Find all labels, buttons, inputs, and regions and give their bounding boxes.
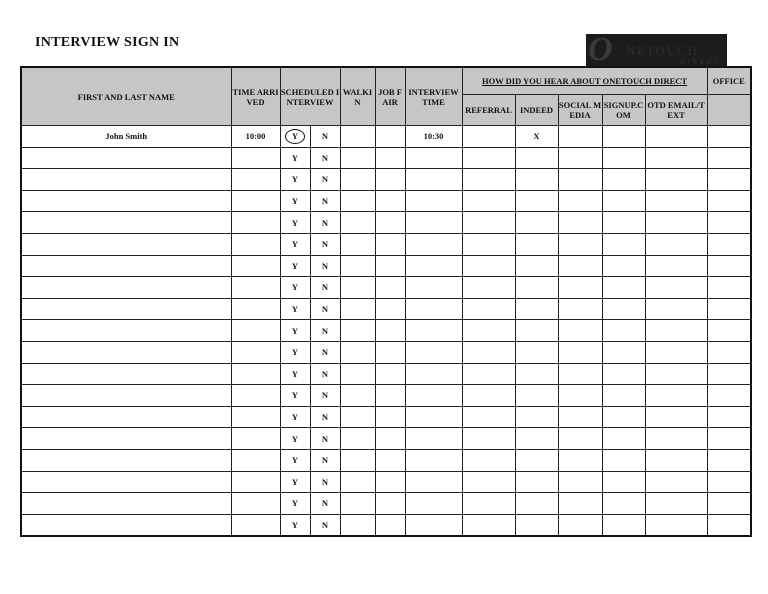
cell-otd[interactable] bbox=[645, 233, 707, 255]
cell-scheduled-yes[interactable]: Y bbox=[280, 255, 310, 277]
cell-referral[interactable] bbox=[462, 428, 515, 450]
cell-interview-time[interactable] bbox=[405, 277, 462, 299]
cell-signup[interactable] bbox=[602, 385, 645, 407]
cell-scheduled-no[interactable]: N bbox=[310, 428, 340, 450]
cell-scheduled-no[interactable]: N bbox=[310, 363, 340, 385]
cell-scheduled-yes[interactable]: Y bbox=[280, 190, 310, 212]
cell-walk-in[interactable] bbox=[340, 298, 375, 320]
cell-social-media[interactable] bbox=[558, 428, 602, 450]
header-job-fair: JOB FAIR bbox=[375, 67, 405, 126]
cell-otd[interactable] bbox=[645, 363, 707, 385]
cell-indeed[interactable] bbox=[515, 233, 558, 255]
cell-referral[interactable] bbox=[462, 169, 515, 191]
cell-indeed[interactable] bbox=[515, 385, 558, 407]
cell-office[interactable] bbox=[707, 147, 751, 169]
cell-scheduled-yes[interactable]: Y bbox=[280, 298, 310, 320]
cell-office[interactable] bbox=[707, 341, 751, 363]
cell-name[interactable] bbox=[21, 190, 231, 212]
cell-walk-in[interactable] bbox=[340, 212, 375, 234]
cell-name[interactable] bbox=[21, 169, 231, 191]
cell-time-arrived[interactable] bbox=[231, 385, 280, 407]
cell-social-media[interactable] bbox=[558, 471, 602, 493]
cell-social-media[interactable] bbox=[558, 514, 602, 536]
cell-scheduled-no[interactable]: N bbox=[310, 212, 340, 234]
cell-office[interactable] bbox=[707, 255, 751, 277]
cell-otd[interactable] bbox=[645, 449, 707, 471]
cell-referral[interactable] bbox=[462, 385, 515, 407]
cell-referral[interactable] bbox=[462, 212, 515, 234]
cell-job-fair[interactable] bbox=[375, 471, 405, 493]
cell-social-media[interactable] bbox=[558, 493, 602, 515]
cell-office[interactable] bbox=[707, 514, 751, 536]
cell-time-arrived[interactable] bbox=[231, 298, 280, 320]
cell-social-media[interactable] bbox=[558, 147, 602, 169]
cell-time-arrived[interactable] bbox=[231, 449, 280, 471]
cell-interview-time[interactable] bbox=[405, 514, 462, 536]
cell-scheduled-no[interactable]: N bbox=[310, 320, 340, 342]
cell-referral[interactable] bbox=[462, 320, 515, 342]
cell-office[interactable] bbox=[707, 169, 751, 191]
cell-signup[interactable] bbox=[602, 341, 645, 363]
cell-otd[interactable] bbox=[645, 147, 707, 169]
cell-walk-in[interactable] bbox=[340, 493, 375, 515]
cell-scheduled-yes[interactable]: Y bbox=[280, 212, 310, 234]
cell-office[interactable] bbox=[707, 233, 751, 255]
cell-office[interactable] bbox=[707, 363, 751, 385]
cell-otd[interactable] bbox=[645, 514, 707, 536]
cell-indeed[interactable] bbox=[515, 169, 558, 191]
header-time-arrived: TIME ARRIVED bbox=[231, 67, 280, 126]
cell-signup[interactable] bbox=[602, 147, 645, 169]
cell-job-fair[interactable] bbox=[375, 449, 405, 471]
cell-time-arrived[interactable] bbox=[231, 147, 280, 169]
table-row bbox=[21, 428, 751, 450]
table-row bbox=[21, 449, 751, 471]
cell-scheduled-yes[interactable]: Y bbox=[280, 385, 310, 407]
cell-referral[interactable] bbox=[462, 126, 515, 148]
cell-scheduled-no[interactable]: N bbox=[310, 169, 340, 191]
cell-signup[interactable] bbox=[602, 233, 645, 255]
cell-interview-time[interactable] bbox=[405, 341, 462, 363]
cell-referral[interactable] bbox=[462, 449, 515, 471]
cell-scheduled-no[interactable]: N bbox=[310, 147, 340, 169]
header-name: FIRST AND LAST NAME bbox=[21, 67, 231, 126]
cell-social-media[interactable] bbox=[558, 298, 602, 320]
cell-name[interactable] bbox=[21, 341, 231, 363]
cell-social-media[interactable] bbox=[558, 385, 602, 407]
cell-time-arrived[interactable] bbox=[231, 255, 280, 277]
cell-social-media[interactable] bbox=[558, 320, 602, 342]
cell-indeed[interactable] bbox=[515, 493, 558, 515]
cell-social-media[interactable] bbox=[558, 449, 602, 471]
table-row bbox=[21, 320, 751, 342]
cell-otd[interactable] bbox=[645, 298, 707, 320]
cell-scheduled-yes[interactable]: Y bbox=[280, 363, 310, 385]
cell-otd[interactable] bbox=[645, 126, 707, 148]
cell-social-media[interactable] bbox=[558, 255, 602, 277]
cell-referral[interactable] bbox=[462, 298, 515, 320]
cell-signup[interactable] bbox=[602, 169, 645, 191]
cell-walk-in[interactable] bbox=[340, 341, 375, 363]
cell-otd[interactable] bbox=[645, 190, 707, 212]
cell-walk-in[interactable] bbox=[340, 471, 375, 493]
cell-interview-time[interactable] bbox=[405, 298, 462, 320]
page-title: INTERVIEW SIGN IN bbox=[35, 35, 180, 50]
cell-indeed[interactable] bbox=[515, 471, 558, 493]
cell-name[interactable] bbox=[21, 471, 231, 493]
cell-social-media[interactable] bbox=[558, 190, 602, 212]
cell-office[interactable] bbox=[707, 385, 751, 407]
cell-job-fair[interactable] bbox=[375, 190, 405, 212]
table-row bbox=[21, 255, 751, 277]
cell-scheduled-no[interactable]: N bbox=[310, 449, 340, 471]
header-office-blank bbox=[707, 95, 751, 126]
cell-indeed[interactable] bbox=[515, 255, 558, 277]
cell-interview-time[interactable] bbox=[405, 428, 462, 450]
cell-walk-in[interactable] bbox=[340, 190, 375, 212]
cell-scheduled-no[interactable]: N bbox=[310, 277, 340, 299]
cell-job-fair[interactable] bbox=[375, 406, 405, 428]
cell-office[interactable] bbox=[707, 428, 751, 450]
cell-otd[interactable] bbox=[645, 493, 707, 515]
cell-signup[interactable] bbox=[602, 428, 645, 450]
cell-name[interactable] bbox=[21, 233, 231, 255]
header-interview-time: INTERVIEW TIME bbox=[405, 67, 462, 126]
cell-signup[interactable] bbox=[602, 514, 645, 536]
cell-interview-time[interactable] bbox=[405, 147, 462, 169]
table-row bbox=[21, 298, 751, 320]
cell-name[interactable] bbox=[21, 406, 231, 428]
cell-job-fair[interactable] bbox=[375, 385, 405, 407]
cell-interview-time[interactable] bbox=[405, 493, 462, 515]
cell-signup[interactable] bbox=[602, 406, 645, 428]
cell-signup[interactable] bbox=[602, 277, 645, 299]
cell-job-fair[interactable] bbox=[375, 298, 405, 320]
cell-walk-in[interactable] bbox=[340, 233, 375, 255]
cell-referral[interactable] bbox=[462, 255, 515, 277]
cell-scheduled-no[interactable]: N bbox=[310, 233, 340, 255]
cell-job-fair[interactable] bbox=[375, 493, 405, 515]
cell-office[interactable] bbox=[707, 493, 751, 515]
cell-scheduled-no[interactable]: N bbox=[310, 190, 340, 212]
cell-otd[interactable] bbox=[645, 428, 707, 450]
cell-otd[interactable] bbox=[645, 341, 707, 363]
cell-walk-in[interactable] bbox=[340, 406, 375, 428]
cell-name[interactable] bbox=[21, 298, 231, 320]
cell-indeed[interactable] bbox=[515, 277, 558, 299]
cell-interview-time[interactable] bbox=[405, 190, 462, 212]
cell-scheduled-yes[interactable]: Y bbox=[280, 320, 310, 342]
cell-time-arrived[interactable] bbox=[231, 190, 280, 212]
cell-scheduled-no[interactable]: N bbox=[310, 341, 340, 363]
cell-office[interactable] bbox=[707, 471, 751, 493]
cell-time-arrived[interactable] bbox=[231, 341, 280, 363]
header-social-media: SOCIAL MEDIA bbox=[558, 95, 602, 126]
cell-indeed[interactable]: X bbox=[515, 126, 558, 148]
cell-scheduled-yes[interactable]: Y bbox=[280, 493, 310, 515]
cell-job-fair[interactable] bbox=[375, 428, 405, 450]
cell-job-fair[interactable] bbox=[375, 126, 405, 148]
cell-name[interactable] bbox=[21, 514, 231, 536]
cell-office[interactable] bbox=[707, 320, 751, 342]
cell-signup[interactable] bbox=[602, 320, 645, 342]
cell-time-arrived[interactable] bbox=[231, 471, 280, 493]
cell-time-arrived[interactable] bbox=[231, 428, 280, 450]
cell-indeed[interactable] bbox=[515, 212, 558, 234]
cell-referral[interactable] bbox=[462, 471, 515, 493]
cell-name[interactable] bbox=[21, 493, 231, 515]
cell-signup[interactable] bbox=[602, 449, 645, 471]
header-otd: OTD EMAIL/TEXT bbox=[645, 95, 707, 126]
cell-otd[interactable] bbox=[645, 406, 707, 428]
cell-scheduled-yes[interactable]: Y bbox=[280, 406, 310, 428]
table-row bbox=[21, 169, 751, 191]
cell-scheduled-yes[interactable]: Y bbox=[280, 449, 310, 471]
table-row bbox=[21, 212, 751, 234]
cell-scheduled-no[interactable]: N bbox=[310, 471, 340, 493]
cell-indeed[interactable] bbox=[515, 406, 558, 428]
cell-time-arrived[interactable] bbox=[231, 233, 280, 255]
cell-interview-time[interactable] bbox=[405, 385, 462, 407]
cell-office[interactable] bbox=[707, 277, 751, 299]
cell-scheduled-yes[interactable]: Y bbox=[280, 341, 310, 363]
cell-scheduled-no[interactable]: N bbox=[310, 514, 340, 536]
logo-initial: O bbox=[588, 34, 613, 67]
cell-walk-in[interactable] bbox=[340, 126, 375, 148]
table-row bbox=[21, 493, 751, 515]
cell-name[interactable] bbox=[21, 449, 231, 471]
cell-time-arrived[interactable] bbox=[231, 493, 280, 515]
cell-interview-time[interactable] bbox=[405, 320, 462, 342]
header-indeed: INDEED bbox=[515, 95, 558, 126]
cell-name[interactable] bbox=[21, 255, 231, 277]
cell-time-arrived[interactable] bbox=[231, 277, 280, 299]
cell-walk-in[interactable] bbox=[340, 255, 375, 277]
table-row bbox=[21, 126, 751, 148]
cell-scheduled-yes[interactable]: Y bbox=[280, 169, 310, 191]
cell-job-fair[interactable] bbox=[375, 320, 405, 342]
cell-referral[interactable] bbox=[462, 277, 515, 299]
sign-in-table bbox=[20, 66, 752, 537]
cell-walk-in[interactable] bbox=[340, 514, 375, 536]
cell-indeed[interactable] bbox=[515, 298, 558, 320]
cell-signup[interactable] bbox=[602, 471, 645, 493]
logo-word: NETOUCH bbox=[626, 43, 699, 58]
header-scheduled-interview: SCHEDULED INTERVIEW bbox=[280, 67, 340, 126]
cell-walk-in[interactable] bbox=[340, 449, 375, 471]
cell-interview-time[interactable] bbox=[405, 406, 462, 428]
onetouch-logo bbox=[586, 34, 727, 67]
cell-social-media[interactable] bbox=[558, 126, 602, 148]
cell-walk-in[interactable] bbox=[340, 320, 375, 342]
cell-job-fair[interactable] bbox=[375, 255, 405, 277]
cell-scheduled-yes[interactable] bbox=[280, 126, 310, 148]
cell-signup[interactable] bbox=[602, 298, 645, 320]
cell-office[interactable] bbox=[707, 449, 751, 471]
cell-otd[interactable] bbox=[645, 385, 707, 407]
cell-interview-time[interactable]: 10:30 bbox=[405, 126, 462, 148]
cell-referral[interactable] bbox=[462, 493, 515, 515]
cell-name[interactable] bbox=[21, 147, 231, 169]
cell-office[interactable] bbox=[707, 126, 751, 148]
cell-referral[interactable] bbox=[462, 341, 515, 363]
header-signup: SIGNUP.COM bbox=[602, 95, 645, 126]
cell-office[interactable] bbox=[707, 212, 751, 234]
header-office: OFFICE bbox=[707, 67, 751, 95]
cell-time-arrived[interactable] bbox=[231, 212, 280, 234]
cell-interview-time[interactable] bbox=[405, 449, 462, 471]
table-row bbox=[21, 385, 751, 407]
table-row bbox=[21, 514, 751, 536]
cell-social-media[interactable] bbox=[558, 277, 602, 299]
table-row bbox=[21, 147, 751, 169]
cell-walk-in[interactable] bbox=[340, 385, 375, 407]
cell-referral[interactable] bbox=[462, 514, 515, 536]
cell-time-arrived[interactable] bbox=[231, 406, 280, 428]
cell-indeed[interactable] bbox=[515, 341, 558, 363]
cell-indeed[interactable] bbox=[515, 363, 558, 385]
cell-signup[interactable] bbox=[602, 212, 645, 234]
cell-indeed[interactable] bbox=[515, 514, 558, 536]
cell-office[interactable] bbox=[707, 298, 751, 320]
cell-name[interactable] bbox=[21, 212, 231, 234]
cell-otd[interactable] bbox=[645, 471, 707, 493]
cell-indeed[interactable] bbox=[515, 428, 558, 450]
cell-social-media[interactable] bbox=[558, 406, 602, 428]
cell-scheduled-no[interactable]: N bbox=[310, 385, 340, 407]
table-row bbox=[21, 233, 751, 255]
cell-indeed[interactable] bbox=[515, 147, 558, 169]
cell-interview-time[interactable] bbox=[405, 233, 462, 255]
cell-scheduled-yes[interactable]: Y bbox=[280, 428, 310, 450]
cell-referral[interactable] bbox=[462, 147, 515, 169]
cell-scheduled-no[interactable]: N bbox=[310, 126, 340, 148]
table-row bbox=[21, 277, 751, 299]
cell-indeed[interactable] bbox=[515, 449, 558, 471]
cell-walk-in[interactable] bbox=[340, 428, 375, 450]
cell-signup[interactable] bbox=[602, 363, 645, 385]
cell-time-arrived[interactable] bbox=[231, 363, 280, 385]
cell-job-fair[interactable] bbox=[375, 212, 405, 234]
cell-otd[interactable] bbox=[645, 169, 707, 191]
cell-referral[interactable] bbox=[462, 406, 515, 428]
cell-name[interactable] bbox=[21, 320, 231, 342]
cell-scheduled-no[interactable]: N bbox=[310, 298, 340, 320]
cell-job-fair[interactable] bbox=[375, 169, 405, 191]
cell-scheduled-yes[interactable]: Y bbox=[280, 277, 310, 299]
cell-scheduled-no[interactable]: N bbox=[310, 406, 340, 428]
cell-time-arrived[interactable] bbox=[231, 514, 280, 536]
cell-scheduled-yes[interactable]: Y bbox=[280, 514, 310, 536]
cell-job-fair[interactable] bbox=[375, 341, 405, 363]
header-walk-in: WALKIN bbox=[340, 67, 375, 126]
cell-indeed[interactable] bbox=[515, 320, 558, 342]
cell-name[interactable] bbox=[21, 277, 231, 299]
cell-walk-in[interactable] bbox=[340, 169, 375, 191]
cell-walk-in[interactable] bbox=[340, 277, 375, 299]
cell-scheduled-yes[interactable]: Y bbox=[280, 471, 310, 493]
cell-referral[interactable] bbox=[462, 363, 515, 385]
cell-interview-time[interactable] bbox=[405, 212, 462, 234]
cell-social-media[interactable] bbox=[558, 341, 602, 363]
cell-referral[interactable] bbox=[462, 233, 515, 255]
cell-job-fair[interactable] bbox=[375, 147, 405, 169]
cell-job-fair[interactable] bbox=[375, 277, 405, 299]
cell-interview-time[interactable] bbox=[405, 255, 462, 277]
table-row bbox=[21, 341, 751, 363]
cell-job-fair[interactable] bbox=[375, 233, 405, 255]
cell-walk-in[interactable] bbox=[340, 147, 375, 169]
table-row bbox=[21, 363, 751, 385]
cell-social-media[interactable] bbox=[558, 233, 602, 255]
cell-scheduled-no[interactable]: N bbox=[310, 255, 340, 277]
header-referral: REFERRAL bbox=[462, 95, 515, 126]
cell-otd[interactable] bbox=[645, 212, 707, 234]
cell-scheduled-yes[interactable]: Y bbox=[280, 147, 310, 169]
cell-signup[interactable] bbox=[602, 190, 645, 212]
cell-indeed[interactable] bbox=[515, 190, 558, 212]
cell-name[interactable] bbox=[21, 428, 231, 450]
cell-name[interactable] bbox=[21, 363, 231, 385]
cell-name[interactable]: John Smith bbox=[21, 126, 231, 148]
cell-otd[interactable] bbox=[645, 277, 707, 299]
cell-walk-in[interactable] bbox=[340, 363, 375, 385]
header-how-heard-text: HOW DID YOU HEAR ABOUT ONETOUCH DIRECT bbox=[481, 76, 688, 86]
table-row bbox=[21, 190, 751, 212]
header-how-heard bbox=[462, 67, 707, 95]
cell-scheduled-yes[interactable]: Y bbox=[280, 233, 310, 255]
cell-name[interactable] bbox=[21, 385, 231, 407]
logo-sub: DIRECT bbox=[680, 60, 721, 66]
cell-social-media[interactable] bbox=[558, 212, 602, 234]
cell-job-fair[interactable] bbox=[375, 363, 405, 385]
cell-otd[interactable] bbox=[645, 255, 707, 277]
table-row bbox=[21, 406, 751, 428]
cell-otd[interactable] bbox=[645, 320, 707, 342]
cell-interview-time[interactable] bbox=[405, 169, 462, 191]
cell-social-media[interactable] bbox=[558, 169, 602, 191]
cell-time-arrived[interactable]: 10:00 bbox=[231, 126, 280, 148]
cell-signup[interactable] bbox=[602, 493, 645, 515]
cell-social-media[interactable] bbox=[558, 363, 602, 385]
cell-office[interactable] bbox=[707, 406, 751, 428]
cell-time-arrived[interactable] bbox=[231, 320, 280, 342]
circled-mark: Y bbox=[285, 129, 305, 144]
cell-time-arrived[interactable] bbox=[231, 169, 280, 191]
cell-office[interactable] bbox=[707, 190, 751, 212]
cell-signup[interactable] bbox=[602, 126, 645, 148]
cell-referral[interactable] bbox=[462, 190, 515, 212]
cell-job-fair[interactable] bbox=[375, 514, 405, 536]
cell-signup[interactable] bbox=[602, 255, 645, 277]
cell-interview-time[interactable] bbox=[405, 471, 462, 493]
table-row bbox=[21, 471, 751, 493]
cell-scheduled-no[interactable]: N bbox=[310, 493, 340, 515]
cell-interview-time[interactable] bbox=[405, 363, 462, 385]
